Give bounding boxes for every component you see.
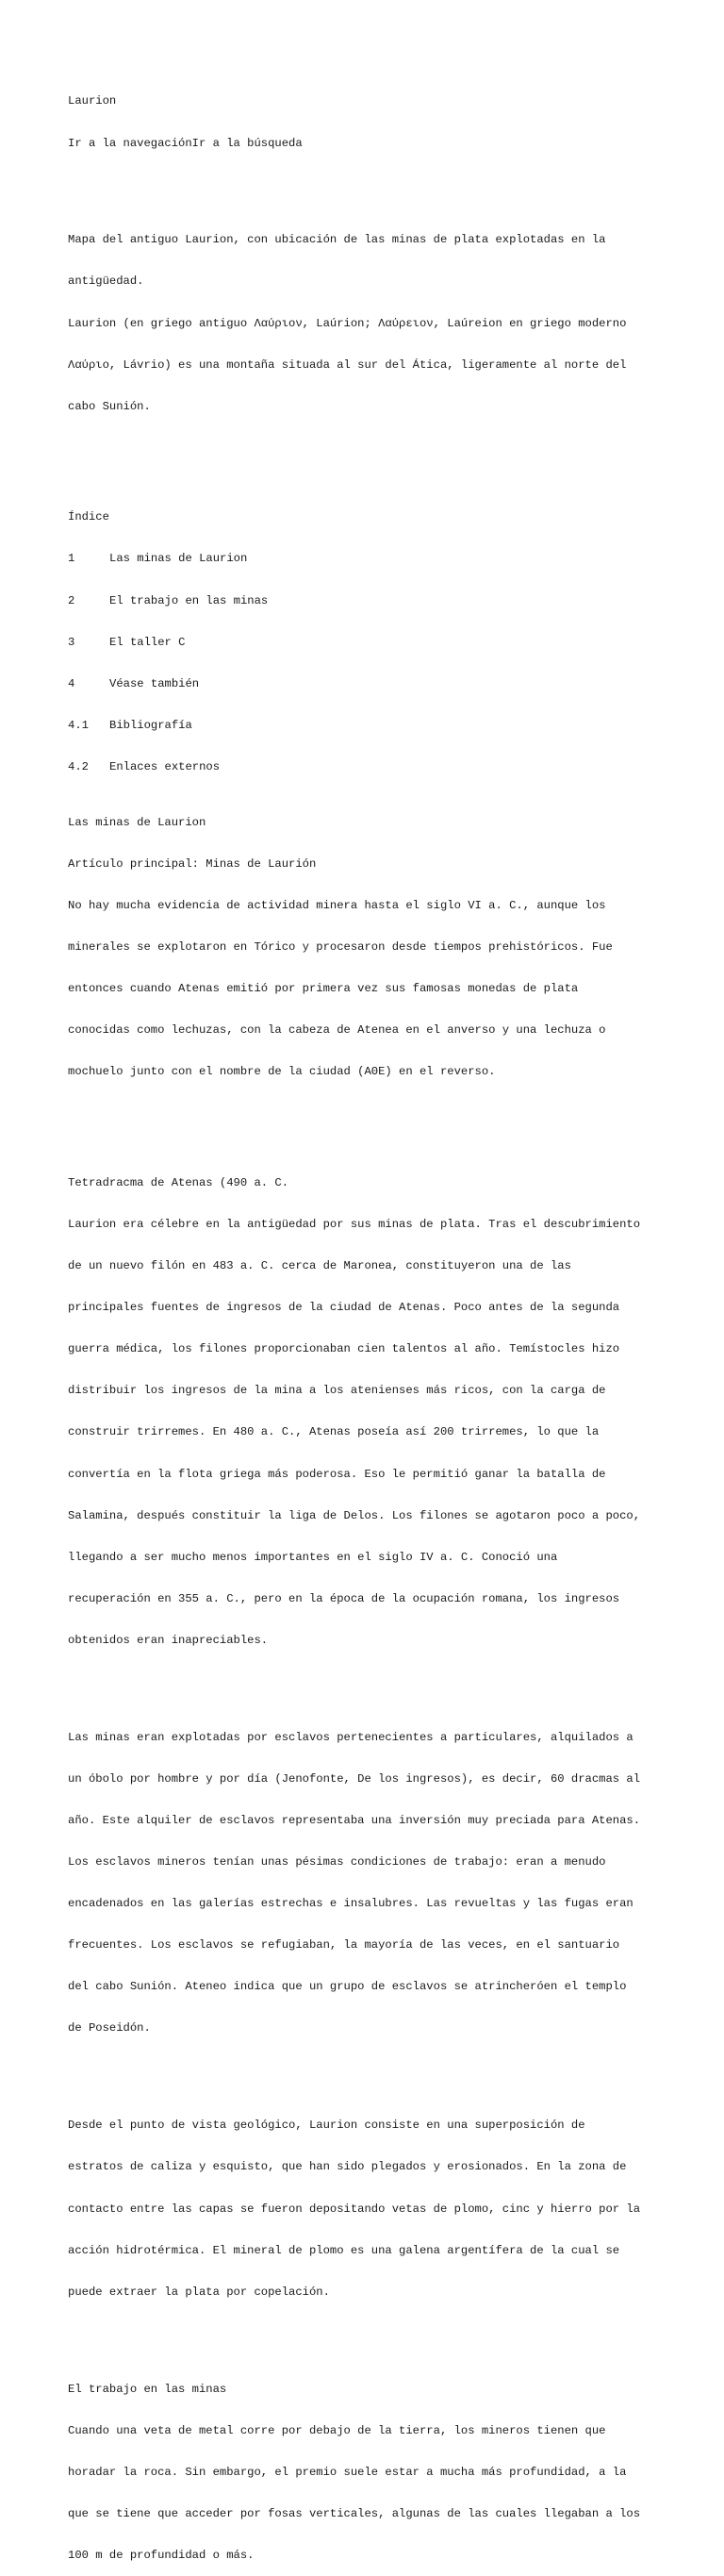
paragraph-line: convertía en la flota griega más poderosa. Eso le permitió ganar la batalla de: [68, 1467, 606, 1481]
toc-item[interactable]: [68, 677, 671, 691]
paragraph-line: Salamina, después constituir la liga de Delos. Los filones se agotaron poco a poco,: [68, 1508, 641, 1522]
paragraph-line: Desde el punto de vista geológico, Laurion consiste en una superposición de: [68, 2119, 585, 2133]
paragraph-line: recuperación en 355 a. C., pero en la época de la ocupación romana, los ingresos: [68, 1591, 620, 1605]
paragraph-line: puede extraer la plata por copelación.: [68, 2285, 330, 2299]
paragraph-line: guerra médica, los filones proporcionaban cien talentos al año. Temístocles hizo: [68, 1342, 620, 1356]
paragraph-line: de un nuevo filón en 483 a. C. cerca de Maronea, constituyeron una de las: [68, 1259, 571, 1273]
paragraph-line: un óbolo por hombre y por día (Jenofonte, De los ingresos), es decir, 60 dracmas al: [68, 1771, 641, 1786]
paragraph-line: año. Este alquiler de esclavos representaba una inversión muy preciada para Atenas.: [68, 1813, 641, 1827]
paragraph-line: 100 m de profundidad o más.: [68, 2548, 255, 2562]
toc-item-label[interactable]: Bibliografía: [109, 718, 192, 732]
intro-line: Laurion (en griego antiguo Λαύριον, Laúrion; Λαύρειον, Laúreion en griego moderno: [68, 316, 627, 330]
toc-item-label[interactable]: El taller C: [109, 635, 186, 649]
paragraph-line: No hay mucha evidencia de actividad minera hasta el siglo VI a. C., aunque los: [68, 898, 606, 912]
paragraph-line: mochuelo junto con el nombre de la ciudad (ΑΘΕ) en el reverso.: [68, 1065, 496, 1079]
paragraph-line: distribuir los ingresos de la mina a los atenienses más ricos, con la carga de: [68, 1384, 606, 1398]
toc-item-number: 4.1: [68, 718, 89, 732]
intro-line: antigüedad.: [68, 274, 144, 289]
toc-item-number: 4.2: [68, 759, 89, 773]
document-page: [68, 67, 671, 2576]
paragraph-line: Los esclavos mineros tenían unas pésimas condiciones de trabajo: eran a menudo: [68, 1855, 606, 1870]
paragraph-line: del cabo Sunión. Ateneo indica que un grupo de esclavos se atrincheróen el templo: [68, 1980, 627, 1994]
intro-line: Λαύριο, Lávrio) es una montaña situada al sur del Ática, ligeramente al norte del: [68, 357, 627, 372]
toc-item[interactable]: [68, 594, 671, 608]
toc-item-number: 4: [68, 676, 75, 690]
paragraph-line: contacto entre las capas se fueron depositando vetas de plomo, cinc y hierro por la: [68, 2202, 641, 2216]
section-heading: Las minas de Laurion: [68, 815, 206, 829]
toc-item[interactable]: [68, 636, 671, 650]
paragraph-line: construir trirremes. En 480 a. C., Atenas poseía así 200 trirremes, lo que la: [68, 1425, 600, 1439]
navigation-links[interactable]: Ir a la navegaciónIr a la búsqueda: [68, 136, 303, 150]
paragraph-line: acción hidrotérmica. El mineral de plomo es una galena argentífera de la cual se: [68, 2243, 620, 2257]
paragraph-line: que se tiene que acceder por fosas verticales, algunas de las cuales llegaban a los: [68, 2506, 641, 2520]
paragraph-line: entonces cuando Atenas emitió por primera vez sus famosas monedas de plata: [68, 982, 579, 996]
page-title: Laurion: [68, 94, 117, 108]
intro-line: cabo Sunión.: [68, 399, 151, 413]
main-article-link[interactable]: Artículo principal: Minas de Laurión: [68, 856, 317, 871]
toc-item[interactable]: [68, 552, 671, 566]
toc-item-label[interactable]: Las minas de Laurion: [109, 552, 248, 566]
toc-item[interactable]: [68, 760, 671, 774]
paragraph-line: encadenados en las galerías estrechas e insalubres. Las revueltas y las fugas eran: [68, 1897, 634, 1911]
paragraph-line: Cuando una veta de metal corre por debajo de la tierra, los mineros tienen que: [68, 2423, 606, 2437]
paragraph-line: Las minas eran explotadas por esclavos pertenecientes a particulares, alquilados a: [68, 1730, 634, 1744]
paragraph-line: de Poseidón.: [68, 2021, 151, 2036]
toc-item-label[interactable]: Enlaces externos: [109, 759, 221, 773]
paragraph-line: estratos de caliza y esquisto, que han sido plegados y erosionados. En la zona de: [68, 2160, 627, 2174]
toc-item-number: 3: [68, 635, 75, 649]
paragraph-line: llegando a ser mucho menos importantes en el siglo IV a. C. Conoció una: [68, 1550, 558, 1564]
toc-item-number: 1: [68, 552, 75, 566]
toc-item-label[interactable]: Véase también: [109, 676, 200, 690]
toc-item-label[interactable]: El trabajo en las minas: [109, 593, 269, 607]
intro-line: Mapa del antiguo Laurion, con ubicación de las minas de plata explotadas en la: [68, 233, 606, 247]
toc-item[interactable]: [68, 719, 671, 733]
paragraph-line: frecuentes. Los esclavos se refugiaban, la mayoría de las veces, en el santuario: [68, 1938, 620, 1953]
paragraph-line: principales fuentes de ingresos de la ciudad de Atenas. Poco antes de la segunda: [68, 1301, 620, 1315]
toc-item-number: 2: [68, 593, 75, 607]
paragraph-line: conocidas como lechuzas, con la cabeza de Atenea en el anverso y una lechuza o: [68, 1023, 606, 1038]
section-heading: El trabajo en las minas: [68, 2382, 227, 2396]
image-caption: Tetradracma de Atenas (490 a. C.: [68, 1175, 289, 1189]
toc-heading: Índice: [68, 510, 109, 524]
paragraph-line: horadar la roca. Sin embargo, el premio suele estar a mucha más profundidad, a la: [68, 2465, 627, 2479]
paragraph-line: minerales se explotaron en Tórico y procesaron desde tiempos prehistóricos. Fue: [68, 940, 613, 954]
paragraph-line: obtenidos eran inapreciables.: [68, 1633, 269, 1647]
paragraph-line: Laurion era célebre en la antigüedad por sus minas de plata. Tras el descubrimiento: [68, 1217, 641, 1231]
